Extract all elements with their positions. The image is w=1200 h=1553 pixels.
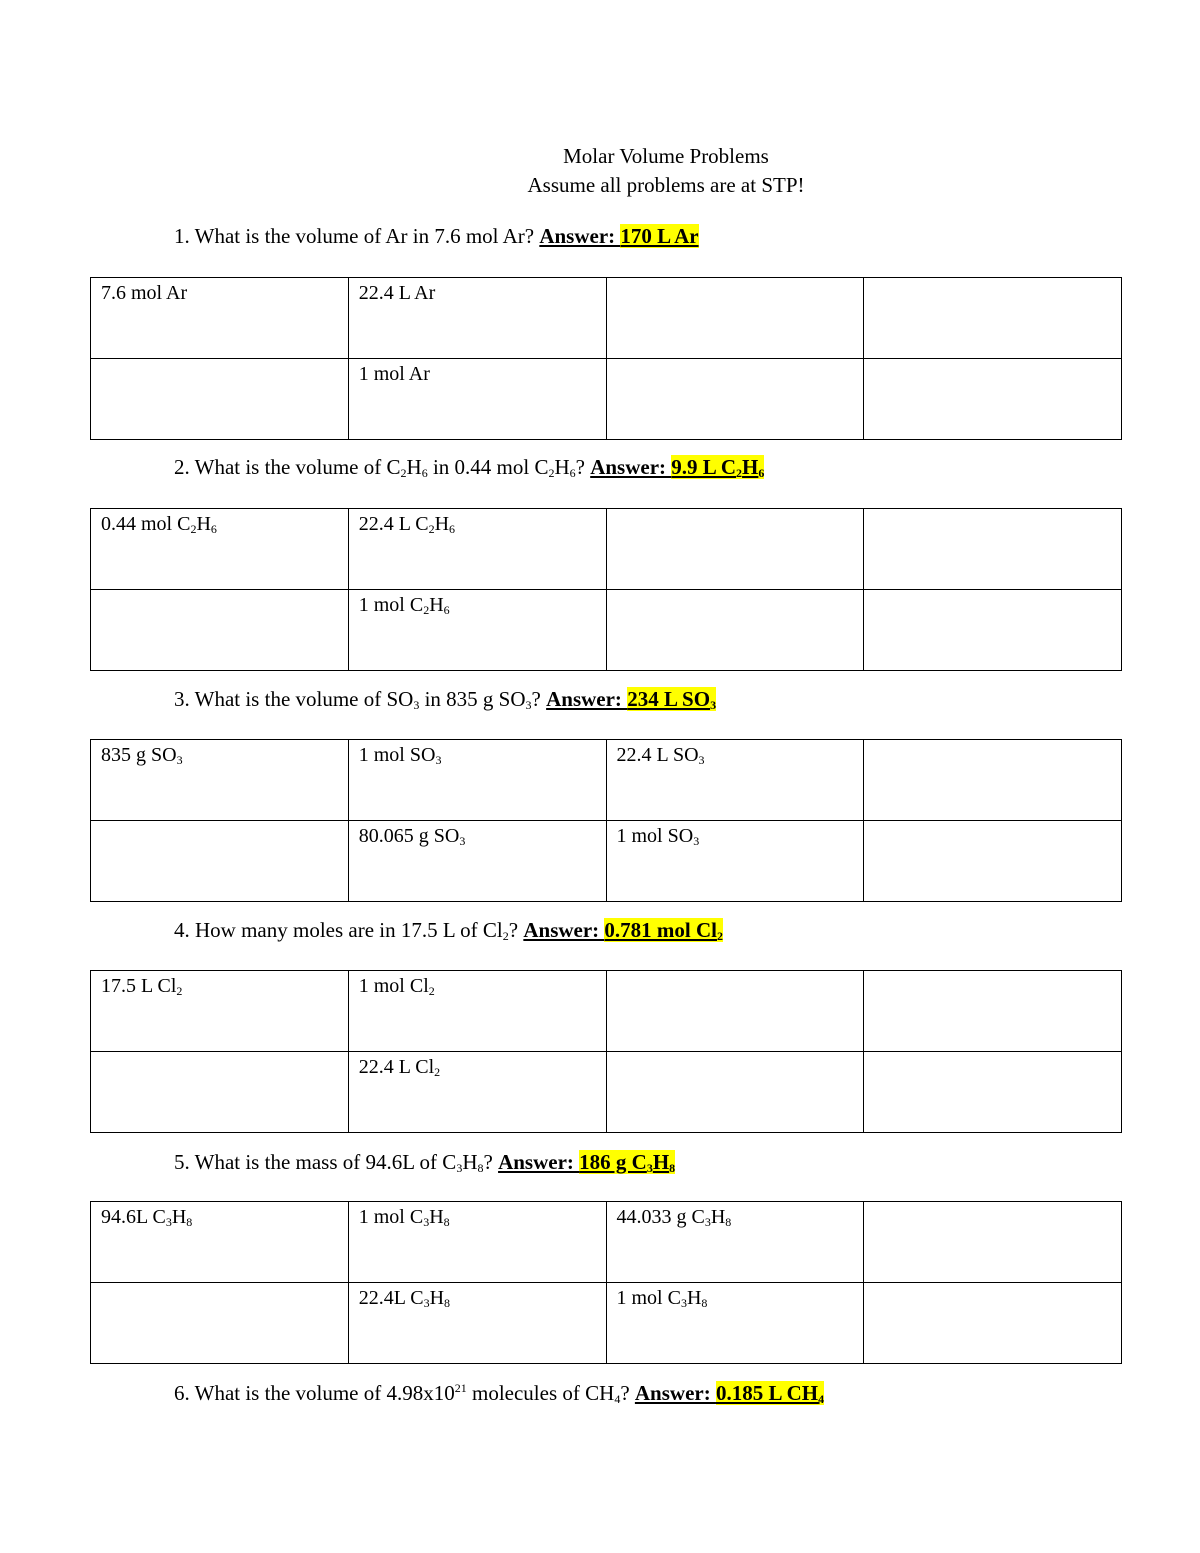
table-cell: 1 mol $Cl_2$ [348, 971, 606, 1052]
answer-value: 9.9 L $C_2H_6$ [671, 455, 765, 480]
question-text: What is the mass of 94.6L of $C_3H_8$? [194, 1150, 499, 1175]
table-cell: 94.6L $C_3H_8$ [91, 1202, 349, 1283]
table-cell [91, 1052, 349, 1133]
question-number: 3. [174, 687, 195, 711]
conversion-table-4 [90, 970, 1122, 1133]
table-cell: 22.4 L $Cl_2$ [348, 1052, 606, 1133]
table-cell [864, 740, 1122, 821]
table-cell: 835 g $SO_3$ [91, 740, 349, 821]
question-number: 6. [174, 1381, 195, 1405]
table-cell [606, 359, 864, 440]
question-4 [174, 918, 723, 944]
question-5 [174, 1150, 675, 1176]
table-cell [606, 971, 864, 1052]
table-cell: 1 mol $SO_3$ [348, 740, 606, 821]
table-row [91, 278, 1122, 359]
answer-label: Answer: [539, 224, 621, 248]
table-cell [606, 1052, 864, 1133]
table-cell [91, 359, 349, 440]
question-2 [174, 455, 764, 481]
table-cell [606, 278, 864, 359]
table-cell [91, 1283, 349, 1364]
table-row [91, 821, 1122, 902]
question-number: 1. [174, 224, 195, 248]
table-cell: 1 mol $SO_3$ [606, 821, 864, 902]
question-text: How many moles are in 17.5 L of $Cl_2$? [195, 918, 524, 943]
table-cell: 1 mol $C_2H_6$ [348, 590, 606, 671]
conversion-table-3 [90, 739, 1122, 902]
answer-label: Answer: [523, 918, 605, 942]
conversion-table-1 [90, 277, 1122, 440]
question-1 [174, 224, 699, 249]
question-text: What is the volume of $4.98x10^{21}$ molecules of $CH_4$? [194, 1381, 635, 1406]
table-cell [864, 971, 1122, 1052]
answer-label: Answer: [546, 687, 628, 711]
table-cell: 22.4L $C_3H_8$ [348, 1283, 606, 1364]
question-number: 4. [174, 918, 195, 942]
table-cell: 17.5 L $Cl_2$ [91, 971, 349, 1052]
table-row [91, 359, 1122, 440]
page-subtitle: Assume all problems are at STP! [527, 173, 805, 197]
answer-value: 0.781 mol $Cl_2$ [604, 918, 723, 943]
question-3 [174, 687, 716, 713]
table-cell: 44.033 g $C_3H_8$ [606, 1202, 864, 1283]
table-row [91, 740, 1122, 821]
conversion-table-2 [90, 508, 1122, 671]
answer-value: 0.185 L $CH_4$ [715, 1381, 825, 1406]
answer-label: Answer: [634, 1381, 716, 1405]
table-cell: 80.065 g $SO_3$ [348, 821, 606, 902]
question-text: What is the volume of Ar in 7.6 mol Ar? [194, 224, 540, 248]
table-row [91, 590, 1122, 671]
answer-value: 234 L $SO_3$ [627, 687, 717, 712]
table-cell: 1 mol $C_3H_8$ [606, 1283, 864, 1364]
table-row [91, 1052, 1122, 1133]
table-row [91, 1283, 1122, 1364]
conversion-table-5 [90, 1201, 1122, 1364]
table-cell [864, 821, 1122, 902]
table-cell [864, 590, 1122, 671]
question-text: What is the volume of $C_2H_6$ in 0.44 mol $C_2H_6$? [194, 455, 591, 480]
answer-label: Answer: [498, 1150, 580, 1174]
table-cell: 22.4 L $C_2H_6$ [348, 509, 606, 590]
table-cell [91, 590, 349, 671]
table-cell [606, 509, 864, 590]
table-row [91, 1202, 1122, 1283]
question-number: 5. [174, 1150, 195, 1174]
question-6 [174, 1381, 824, 1407]
answer-value: 170 L Ar [620, 224, 699, 248]
question-number: 2. [174, 455, 195, 479]
table-cell [864, 1202, 1122, 1283]
table-cell [864, 1283, 1122, 1364]
table-row [91, 509, 1122, 590]
table-cell: 22.4 L Ar [348, 278, 606, 359]
answer-label: Answer: [590, 455, 672, 479]
table-cell [864, 509, 1122, 590]
table-cell: 0.44 mol $C_2H_6$ [91, 509, 349, 590]
table-cell: 1 mol $C_3H_8$ [348, 1202, 606, 1283]
question-text: What is the volume of $SO_3$ in 835 g $SO_3$? [194, 687, 547, 712]
table-cell: 1 mol Ar [348, 359, 606, 440]
page-title: Molar Volume Problems [563, 144, 769, 168]
table-cell [606, 590, 864, 671]
table-cell [864, 1052, 1122, 1133]
table-cell [864, 359, 1122, 440]
table-row [91, 971, 1122, 1052]
table-cell: 7.6 mol Ar [91, 278, 349, 359]
table-cell [864, 278, 1122, 359]
answer-value: 186 g $C_3H_8$ [579, 1150, 676, 1175]
table-cell: 22.4 L $SO_3$ [606, 740, 864, 821]
table-cell [91, 821, 349, 902]
